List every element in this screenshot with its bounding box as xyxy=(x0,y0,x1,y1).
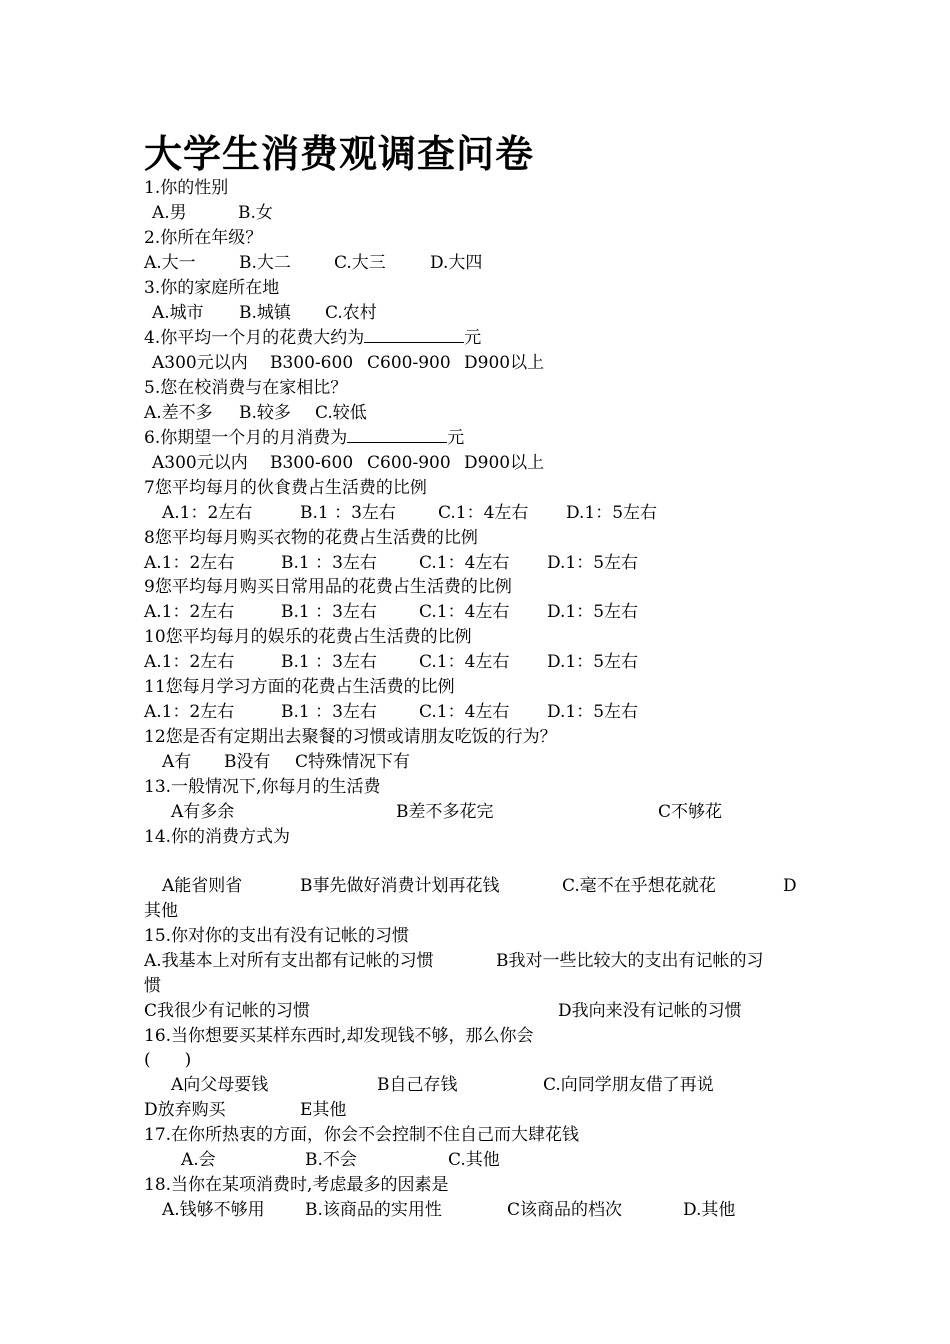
question-15: 15.你对你的支出有没有记帐的习惯 xyxy=(144,926,410,946)
option: A.差不多 xyxy=(144,403,213,423)
question-5: 5.您在校消费与在家相比？ xyxy=(144,378,348,398)
option-continued: 惯 xyxy=(144,976,161,996)
option: C.1：4左右 xyxy=(419,602,510,622)
option: C.农村 xyxy=(325,303,377,323)
option: B差不多花完 xyxy=(396,802,494,822)
option: B没有 xyxy=(224,752,271,772)
option: A.会 xyxy=(181,1150,216,1170)
question-11: 11您每月学习方面的花费占生活费的比例 xyxy=(144,677,455,697)
option: B300-600 xyxy=(270,453,354,473)
option: B.较多 xyxy=(239,403,291,423)
option: B.1 ：3左右 xyxy=(281,602,377,622)
page-title: 大学生消费观调查问卷 xyxy=(144,132,535,176)
option: C.向同学朋友借了再说 xyxy=(543,1075,714,1095)
option: A.我基本上对所有支出都有记帐的习惯 xyxy=(144,951,434,971)
question-6 xyxy=(144,426,464,450)
option: D xyxy=(783,876,797,896)
unit-label: 元 xyxy=(464,328,482,348)
question-12: 12您是否有定期出去聚餐的习惯或请朋友吃饭的行为？ xyxy=(144,727,557,747)
option: D.大四 xyxy=(430,253,483,273)
question-text: 4.你平均一个月的花费大约为 xyxy=(144,328,365,348)
option: A300元以内 xyxy=(152,453,248,473)
question-3: 3.你的家庭所在地 xyxy=(144,278,280,298)
option: C.1：4左右 xyxy=(419,553,510,573)
option: B.该商品的实用性 xyxy=(305,1200,442,1220)
option: C600-900 xyxy=(367,353,451,373)
option: A向父母要钱 xyxy=(171,1075,269,1095)
option: B300-600 xyxy=(270,353,354,373)
option: B.大二 xyxy=(239,253,291,273)
answer-blank xyxy=(347,426,447,443)
option: B.城镇 xyxy=(239,303,291,323)
option: D.1：5左右 xyxy=(547,702,639,722)
option: A能省则省 xyxy=(162,876,243,896)
option: C该商品的档次 xyxy=(507,1200,623,1220)
option: D.其他 xyxy=(683,1200,736,1220)
option: C.1：4左右 xyxy=(419,702,510,722)
option: B.1 ：3左右 xyxy=(300,503,396,523)
option: B.1 ：3左右 xyxy=(281,652,377,672)
option: B事先做好消费计划再花钱 xyxy=(300,876,500,896)
option: D900以上 xyxy=(464,353,545,373)
option: C特殊情况下有 xyxy=(295,752,411,772)
unit-label: 元 xyxy=(447,428,465,448)
option: B.1 ：3左右 xyxy=(281,702,377,722)
option: C600-900 xyxy=(367,453,451,473)
question-18: 18.当你在某项消费时,考虑最多的因素是 xyxy=(144,1175,449,1195)
option: C.其他 xyxy=(448,1150,500,1170)
option: D.1：5左右 xyxy=(547,553,639,573)
option: B.不会 xyxy=(305,1150,357,1170)
option: 其他 xyxy=(144,901,178,921)
question-1: 1.你的性别 xyxy=(144,178,229,198)
option: D.1：5左右 xyxy=(547,652,639,672)
option: B我对一些比较大的支出有记帐的习 xyxy=(496,951,764,971)
question-13: 13.一般情况下,你每月的生活费 xyxy=(144,777,381,797)
option: A有多余 xyxy=(171,802,235,822)
option: D.1：5左右 xyxy=(547,602,639,622)
question-8: 8您平均每月购买衣物的花费占生活费的比例 xyxy=(144,528,478,548)
option: A.1：2左右 xyxy=(144,702,235,722)
option: C不够花 xyxy=(658,802,723,822)
option: A.钱够不够用 xyxy=(162,1200,265,1220)
option: C.1：4左右 xyxy=(419,652,510,672)
answer-parentheses: ( ) xyxy=(144,1050,192,1070)
option: B自己存钱 xyxy=(377,1075,458,1095)
option: A.1：2左右 xyxy=(144,553,235,573)
question-10: 10您平均每月的娱乐的花费占生活费的比例 xyxy=(144,627,472,647)
option: D.1：5左右 xyxy=(566,503,658,523)
question-7: 7您平均每月的伙食费占生活费的比例 xyxy=(144,478,427,498)
question-16: 16.当你想要买某样东西时,却发现钱不够，那么你会 xyxy=(144,1026,534,1046)
option: A有 xyxy=(162,752,192,772)
question-17: 17.在你所热衷的方面，你会不会控制不住自己而大肆花钱 xyxy=(144,1125,580,1145)
option: D放弃购买 xyxy=(144,1100,226,1120)
question-9: 9您平均每月购买日常用品的花费占生活费的比例 xyxy=(144,577,512,597)
question-4 xyxy=(144,326,481,350)
question-14: 14.你的消费方式为 xyxy=(144,827,291,847)
option: A.大一 xyxy=(144,253,196,273)
option: E其他 xyxy=(300,1100,347,1120)
option: C.毫不在乎想花就花 xyxy=(562,876,716,896)
question-2: 2.你所在年级？ xyxy=(144,228,263,248)
option: B.女 xyxy=(238,203,273,223)
option: B.1 ：3左右 xyxy=(281,553,377,573)
option: C.1：4左右 xyxy=(438,503,529,523)
option: A.1：2左右 xyxy=(162,503,253,523)
option: C.较低 xyxy=(315,403,367,423)
option: A300元以内 xyxy=(152,353,248,373)
option: D我向来没有记帐的习惯 xyxy=(558,1001,742,1021)
option: A.城市 xyxy=(152,303,204,323)
answer-blank xyxy=(364,326,464,343)
option: A.1：2左右 xyxy=(144,652,235,672)
option: D900以上 xyxy=(464,453,545,473)
option: A.1：2左右 xyxy=(144,602,235,622)
option: A.男 xyxy=(152,203,187,223)
question-text: 6.你期望一个月的月消费为 xyxy=(144,428,348,448)
option: C.大三 xyxy=(334,253,386,273)
option: C我很少有记帐的习惯 xyxy=(144,1001,311,1021)
